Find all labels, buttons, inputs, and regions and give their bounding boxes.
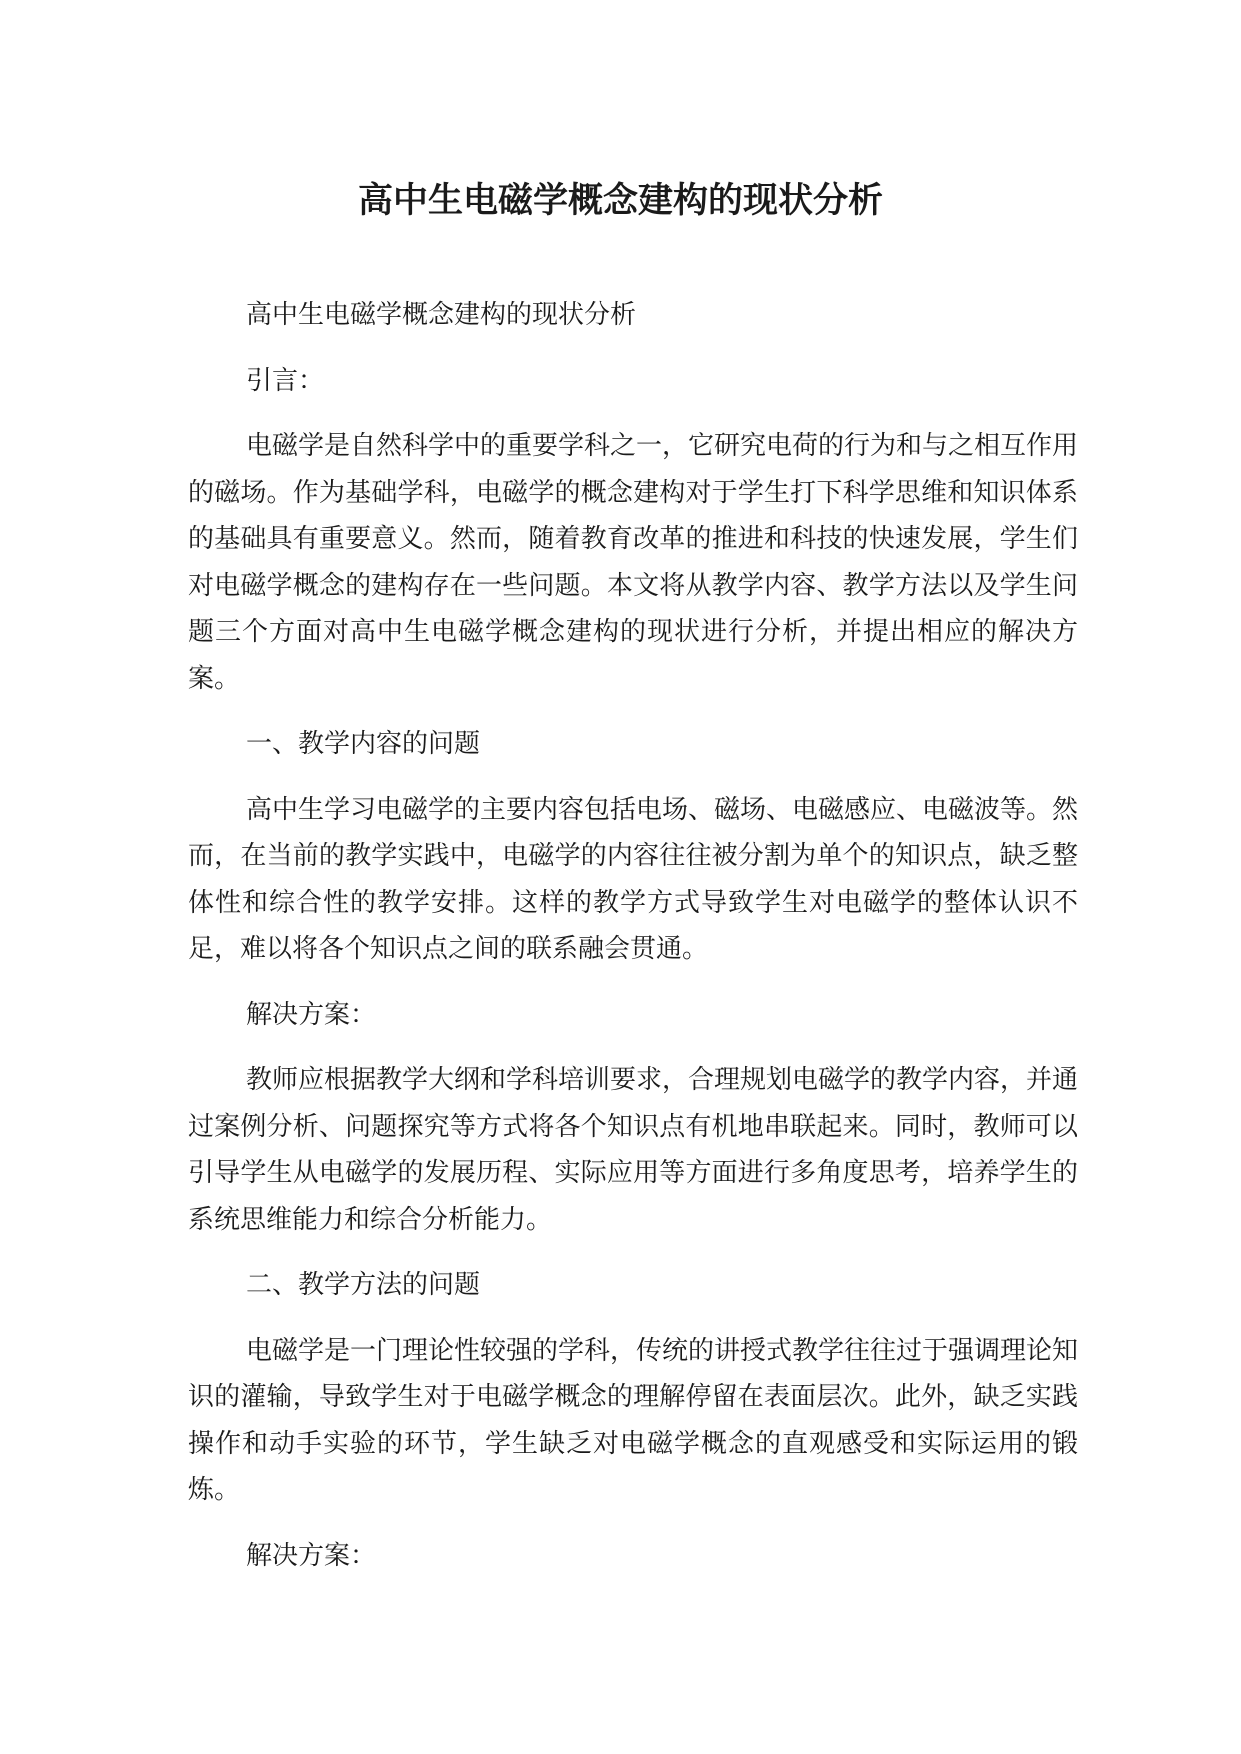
solution-heading: 解决方案： bbox=[246, 999, 377, 1030]
introduction-paragraph: 电磁学是自然科学中的重要学科之一，它研究电荷的行为和与之相互作用的磁场。作为基础学科，电磁学的概念建构对于学生打下科学思维和知识体系的基础具有重要意义。然而，随着教育改革的推进和科技的快速发展，学生们对电磁学概念的建构存在一些问题。本文将从教学内容、教学方法以及学生问题三个方面对高中生电磁学概念建构的现状进行分析，并提出相应的解决方案。 bbox=[188, 431, 1079, 694]
content-solution-paragraph: 教师应根据教学大纲和学科培训要求，合理规划电磁学的教学内容，并通过案例分析、问题探究等方式将各个知识点有机地串联起来。同时，教师可以引导学生从电磁学的发展历程、实际应用等方面进行多角度思考，培养学生的系统思维能力和综合分析能力。 bbox=[188, 1065, 1079, 1235]
document-body bbox=[188, 292, 1078, 1598]
content-problem-paragraph: 高中生学习电磁学的主要内容包括电场、磁场、电磁感应、电磁波等。然而，在当前的教学实践中，电磁学的内容往往被分割为单个的知识点，缺乏整体性和综合性的教学安排。这样的教学方式导致学生对电磁学的整体认识不足，难以将各个知识点之间的联系融会贯通。 bbox=[188, 794, 1079, 964]
document-title: 高中生电磁学概念建构的现状分析 bbox=[357, 181, 883, 221]
solution-heading: 解决方案： bbox=[246, 1540, 377, 1571]
subtitle-paragraph: 高中生电磁学概念建构的现状分析 bbox=[246, 300, 637, 330]
introduction-heading: 引言： bbox=[246, 365, 325, 396]
method-problem-paragraph: 电磁学是一门理论性较强的学科，传统的讲授式教学往往过于强调理论知识的灌输，导致学生对于电磁学概念的理解停留在表面层次。此外，缺乏实践操作和动手实验的环节，学生缺乏对电磁学概念的直观感受和实际运用的锻炼。 bbox=[188, 1335, 1079, 1505]
section-heading-content: 一、教学内容的问题 bbox=[246, 729, 481, 759]
section-heading-method: 二、教学方法的问题 bbox=[246, 1270, 481, 1300]
